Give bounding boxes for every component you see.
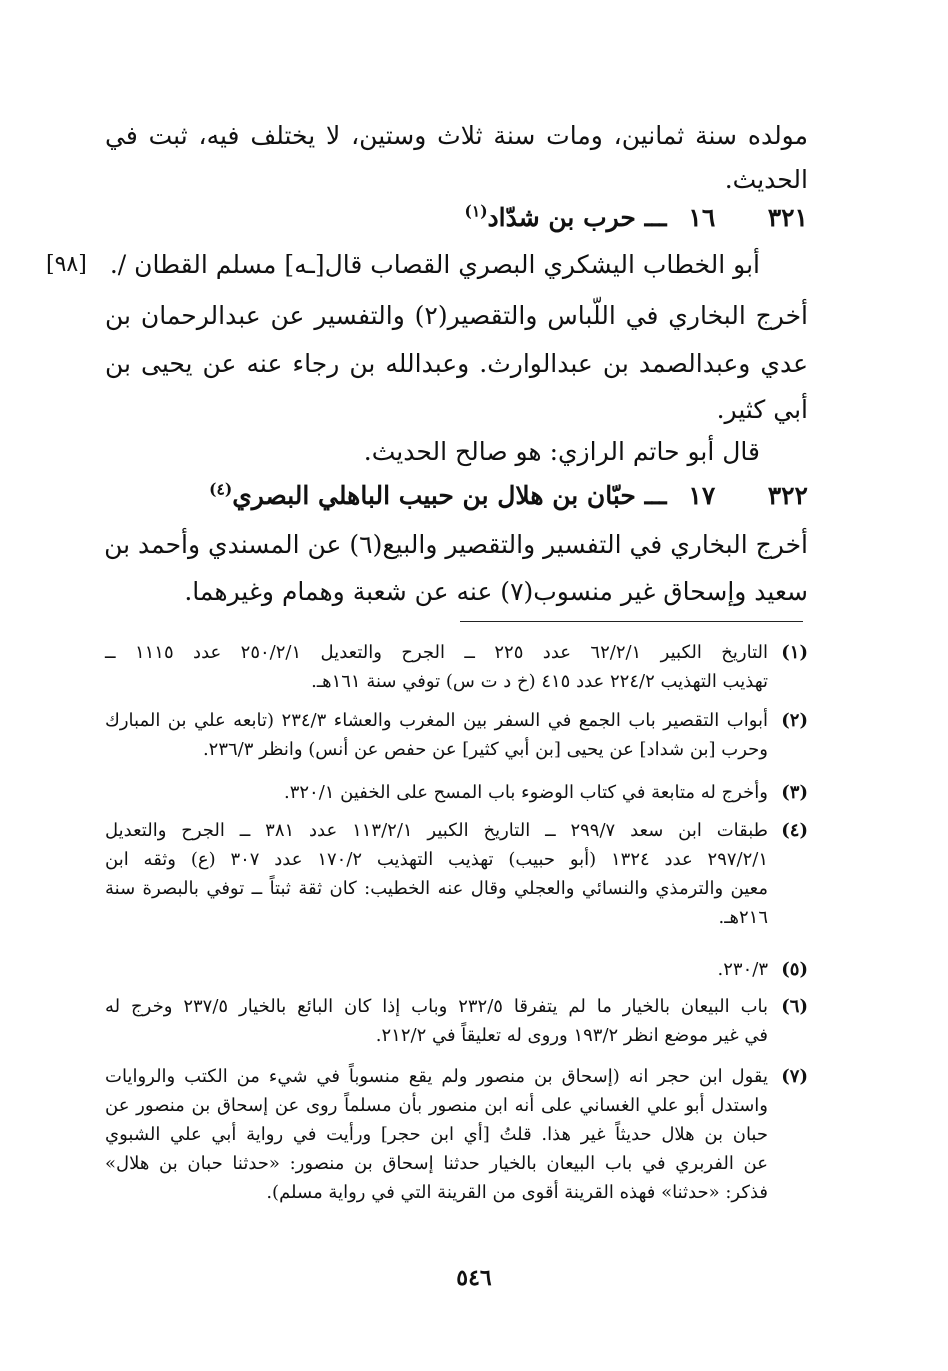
footnote-line: في غير موضع انظر ١٩٣/٢ وروى له تعليقاً في ٢١٢/٢. [375, 1025, 768, 1046]
footnote-line: يقول ابن حجر انه (إسحاق بن منصور ولم يقع منسوباً في شيء من الكتب والروايات [105, 1066, 768, 1087]
footnote-line: وأخرج له متابعة في كتاب الوضوء باب المسح على الخفين ٣٢٠/١. [283, 782, 768, 803]
footnote [105, 816, 808, 932]
entry-heading [300, 198, 808, 238]
footnote-separator [460, 621, 803, 622]
footnote-line: ٢١٦هـ. [718, 907, 768, 928]
footnote-line: ٢٩٧/٢/١ عدد ١٣٢٤ (أبو حبيب) تهذيب التهذيب ١٧٠/٢ عدد ٣٠٧ (ع) وثقه ابن [105, 849, 768, 870]
margin-page-ref: [٩٨] [46, 252, 87, 277]
footnote-number: (٣) [781, 782, 808, 803]
footnote-line: ٢٣٠/٣. [717, 959, 768, 980]
footnote [105, 1062, 808, 1207]
footnote [105, 638, 808, 696]
entry-text-line: أبي كثير. [716, 395, 808, 424]
entry-number: ٣٢١ [767, 203, 808, 232]
entry-text-line: أخرج البخاري في اللّباس والتقصير(٢) والتفسير عن عبدالرحمان بن [105, 301, 808, 330]
footnote-line: معين والترمذي والنسائي والعجلي وقال عنه الخطيب: كان ثقة ثبتاً ــ توفي بالبصرة سنة [105, 878, 768, 899]
footnote-line: وحرب [بن شداد] عن يحيى [بن أبي كثير] عن حفص عن أنس) وانظر ٢٣٦/٣. [202, 739, 768, 760]
intro-line: الحديث. [724, 165, 808, 194]
footnote [105, 706, 808, 764]
footnote-line: طبقات ابن سعد ٢٩٩/٧ ــ التاريخ الكبير ١١٣/٢/١ عدد ٣٨١ ــ الجرح والتعديل [105, 820, 768, 841]
entry-heading [209, 476, 808, 516]
entry-text-line: سعيد وإسحاق غير منسوب(٧) عنه عن شعبة وهمام وغيرهما. [184, 577, 808, 606]
footnote-line: أبواب التقصير باب الجمع في السفر بين المغرب والعشاء ٢٣٤/٣ (تابعه علي بن المبارك [105, 710, 769, 731]
footnote-number: (٢) [781, 710, 808, 731]
entry-sequence: ١٧ [688, 481, 716, 510]
footnote [105, 778, 808, 807]
footnote-line: فذكر: «حدثنا» فهذه القرينة أقوى من القرينة التي في رواية مسلم). [266, 1182, 768, 1203]
footnote-number: (٤) [781, 820, 808, 841]
entry-name: ـــ حرب بن شدّاد [487, 203, 667, 232]
entry-text-line: أخرج البخاري في التفسير والتقصير والبيع(٦) عن المسندي وأحمد بن [104, 530, 808, 559]
footnote-line: تهذيب التهذيب ٢٢٤/٢ عدد ٤١٥ (خ د ت س) توفي سنة ١٦١هـ. [311, 671, 768, 692]
entry-text-line: عدي وعبدالصمد بن عبدالوارث. وعبدالله بن رجاء عنه عن يحيى بن [105, 349, 808, 378]
footnote-number: (٧) [781, 1066, 808, 1087]
entry-sequence: ١٦ [688, 203, 716, 232]
intro-line: مولده سنة ثمانين، ومات سنة ثلاث وستين، لا يختلف فيه، ثبت في [105, 121, 808, 150]
footnote-ref: (١) [464, 201, 488, 221]
footnote-line: عن الفربري في باب البيعان بالخيار حدثنا إسحاق بن منصور: «حدثنا حبان بن هلال» [105, 1153, 768, 1174]
entry-number: ٣٢٢ [767, 481, 808, 510]
footnote [105, 955, 808, 984]
footnote-line: حبان بن هلال حديثاً غير هذا. قلتُ [أي ابن حجر] ورأيت في رواية أبي علي الشبوي [105, 1124, 768, 1145]
footnote-line: التاريخ الكبير ٦٢/٢/١ عدد ٢٢٥ ــ الجرح والتعديل ٢٥٠/٢/١ عدد ١١١٥ ــ [105, 642, 768, 663]
footnote-line: واستدل أبو علي الغساني على أنه ابن منصور بأن مسلماً روى عن إسحاق بن منصور عن [105, 1095, 768, 1116]
footnote-number: (٦) [781, 996, 808, 1017]
footnote-ref: (٤) [209, 479, 233, 499]
entry-name: ـــ حبّان بن هلال بن حبيب الباهلي البصري [232, 481, 667, 510]
entry-text-line: أبو الخطاب اليشكري البصري القصاب قال[ـه] مسلم القطان /. [109, 250, 760, 279]
footnote [105, 992, 808, 1050]
entry-text-line: قال أبو حاتم الرازي: هو صالح الحديث. [363, 437, 760, 466]
footnote-number: (١) [781, 642, 808, 663]
footnote-line: باب البيعان بالخيار ما لم يتفرقا ٢٣٢/٥ وباب إذا كان البائع بالخيار ٢٣٧/٥ وخرج له [105, 996, 769, 1017]
page-number: ٥٤٦ [456, 1265, 492, 1291]
footnote-number: (٥) [781, 959, 808, 980]
